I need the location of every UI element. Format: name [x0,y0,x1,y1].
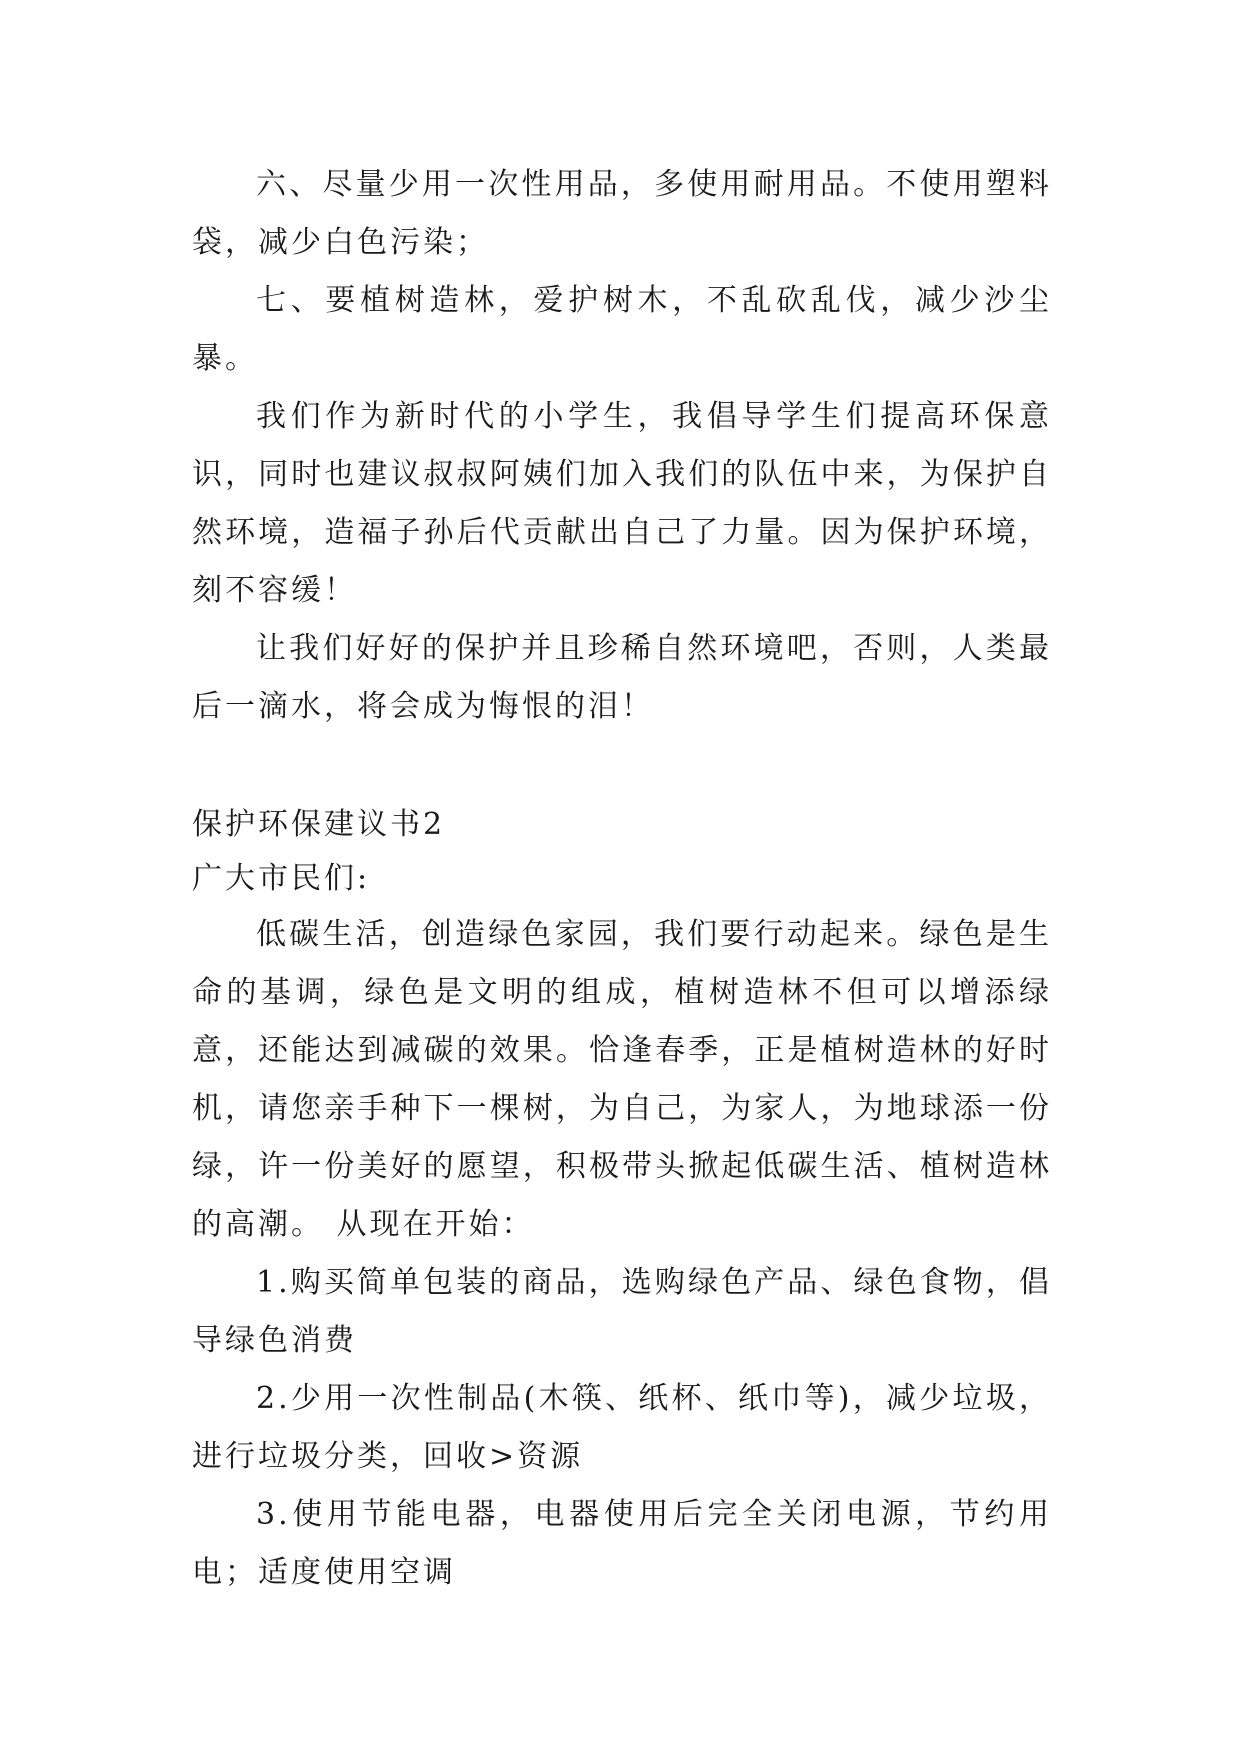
salutation: 广大市民们: [192,861,371,896]
list-item-3: 3.使用节能电器，电器使用后完全关闭电源，节约用电；适度使用空调 [192,1497,1052,1590]
section-title: 保护环保建议书2 [192,807,446,842]
list-item-2: 2.少用一次性制品(木筷、纸杯、纸巾等)，减少垃圾，进行垃圾分类，回收>资源 [192,1381,1052,1474]
body-paragraph: 我们作为新时代的小学生，我倡导学生们提高环保意识，同时也建议叔叔阿姨们加入我们的队伍中来，为保护自然环境，造福子孙后代贡献出自己了力量。因为保护环境，刻不容缓！ [192,399,1052,608]
list-item-1: 1.购买简单包装的商品，选购绿色产品、绿色食物，倡导绿色消费 [192,1265,1052,1358]
section-spacer [192,736,1052,798]
document-body [192,156,1052,1602]
body-paragraph: 低碳生活，创造绿色家园，我们要行动起来。绿色是生命的基调，绿色是文明的组成，植树造林不但可以增添绿意，还能达到减碳的效果。恰逢春季，正是植树造林的好时机，请您亲手种下一棵树，为自己，为家人，为地球添一份绿，许一份美好的愿望，积极带头掀起低碳生活、植树造林的高潮。 从现在开始： [192,917,1052,1242]
list-item-7: 七、要植树造林，爱护树木，不乱砍乱伐，减少沙尘暴。 [192,283,1052,376]
list-item-6: 六、尽量少用一次性用品，多使用耐用品。不使用塑料袋，减少白色污染； [192,167,1052,260]
body-paragraph: 让我们好好的保护并且珍稀自然环境吧，否则，人类最后一滴水，将会成为悔恨的泪！ [192,631,1052,724]
